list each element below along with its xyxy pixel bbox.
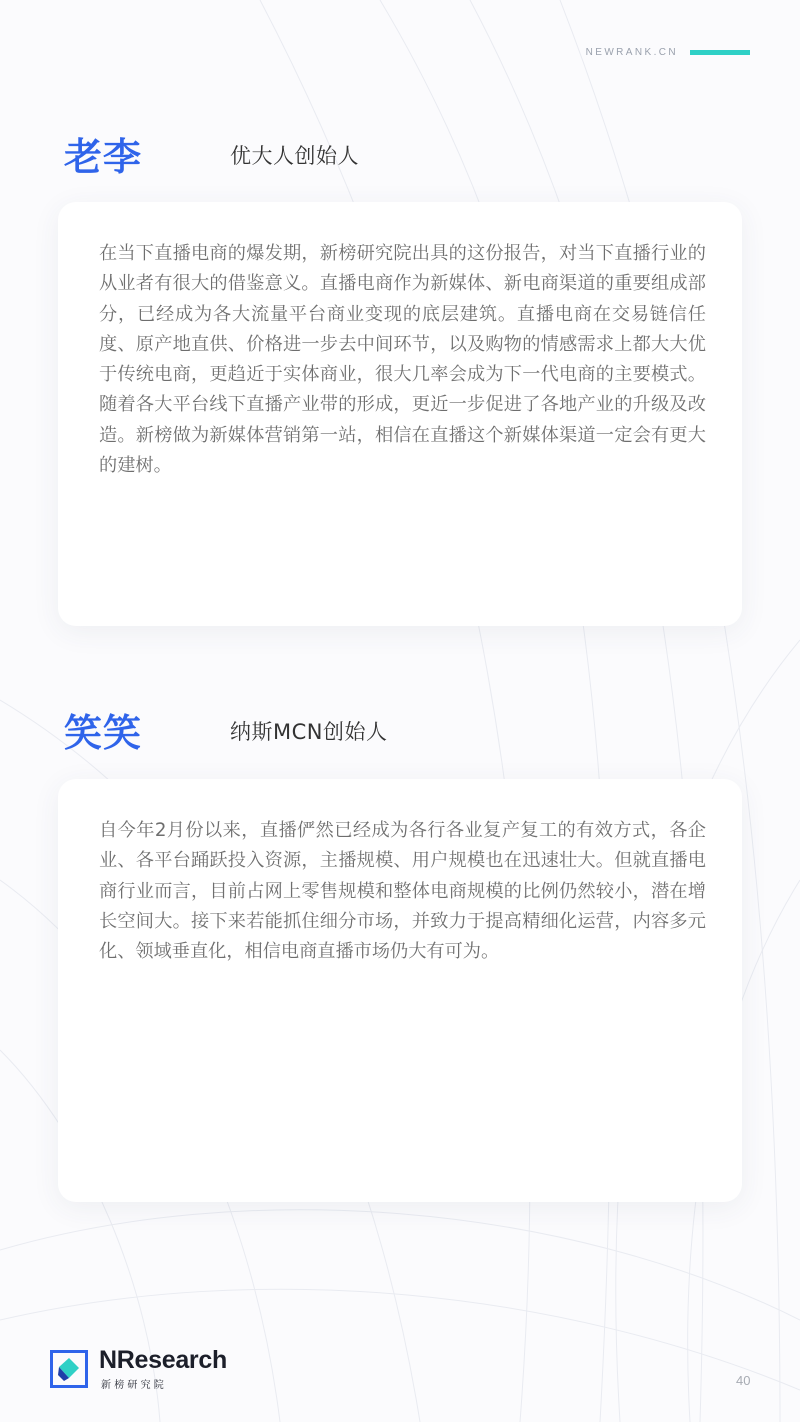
logo-subtitle: 新榜研究院 — [101, 1380, 167, 1391]
quote-1-card — [58, 202, 742, 626]
logo-name: NResearch — [99, 1346, 227, 1374]
quote-1-role: 优大人创始人 — [230, 144, 359, 168]
quote-1-text: 在当下直播电商的爆发期，新榜研究院出具的这份报告，对当下直播行业的从业者有很大的借鉴意义。直播电商作为新媒体、新电商渠道的重要组成部分，已经成为各大流量平台商业变现的底层建筑。直播电商在交易链信任度、原产地直供、价格进一步去中间环节，以及购物的情感需求上都大大优于传统电商，更趋近于实体商业，很大几率会成为下一代电商的主要模式。随着各大平台线下直播产业带的形成，更近一步促进了各地产业的升级及改造。新榜做为新媒体营销第一站，相信在直播这个新媒体渠道一定会有更大的建树。 — [99, 243, 706, 477]
quote-2-card — [58, 779, 742, 1202]
header-brand-text: NEWRANK.CN — [585, 47, 678, 58]
quote-2-role: 纳斯MCN创始人 — [230, 720, 388, 744]
nresearch-logo-icon — [50, 1350, 88, 1388]
header-accent-bar — [690, 50, 750, 55]
quote-1-name: 老李 — [64, 135, 143, 179]
quote-2-text: 自今年2月份以来，直播俨然已经成为各行各业复产复工的有效方式，各企业、各平台踊跃投入资源，主播规模、用户规模也在迅速壮大。但就直播电商行业而言，目前占网上零售规模和整体电商规模的比例仍然较小，潜在增长空间大。接下来若能抓住细分市场，并致力于提高精细化运营，内容多元化、领域垂直化，相信电商直播市场仍大有可为。 — [99, 820, 706, 963]
quote-2-name: 笑笑 — [64, 711, 143, 755]
page-number: 40 — [736, 1373, 751, 1388]
